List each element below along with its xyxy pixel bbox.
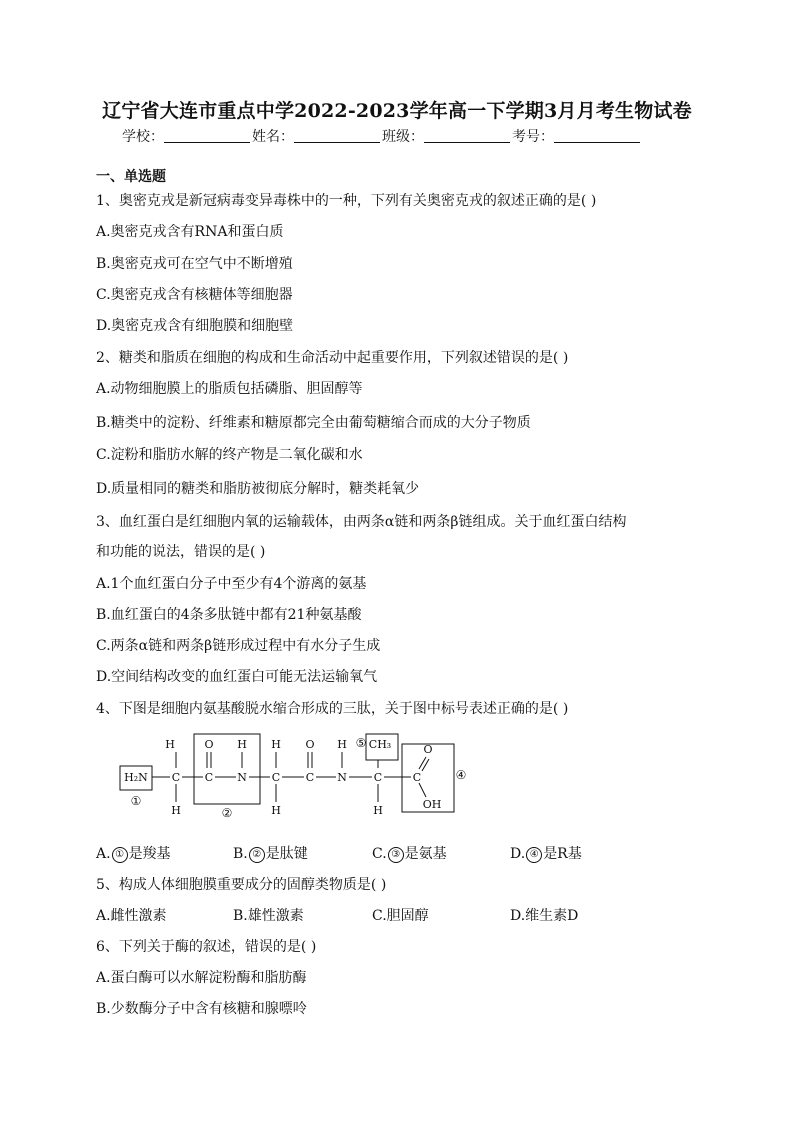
c-atom: C (204, 771, 214, 784)
h-atom: H (237, 738, 247, 751)
class-label: 班级： (382, 129, 424, 145)
question-1-option-d[interactable]: D.奥密克戎含有细胞膜和细胞壁 (96, 318, 294, 334)
question-5-option-b[interactable]: B.雄性激素 (233, 908, 304, 924)
question-3-stem-cont: 和功能的说法，错误的是( ) (96, 544, 266, 560)
question-3-option-c[interactable]: C.两条α链和两条β链形成过程中有水分子生成 (96, 638, 381, 654)
option-a-number: ① (112, 847, 128, 863)
question-1-option-c[interactable]: C.奥密克戎含有核糖体等细胞器 (96, 287, 293, 303)
h-atom: H (171, 804, 181, 817)
c-atom: C (305, 771, 315, 784)
option-a-prefix: A. (96, 846, 111, 862)
question-4-option-b[interactable] (233, 843, 308, 863)
question-5-option-d[interactable]: D.维生素D (510, 908, 579, 924)
name-blank[interactable] (294, 128, 380, 143)
label-5: ⑤ (355, 736, 367, 750)
label-1: ① (130, 794, 142, 808)
question-2-option-c[interactable]: C.淀粉和脂肪水解的终产物是二氧化碳和水 (96, 447, 363, 463)
question-3-option-d[interactable]: D.空间结构改变的血红蛋白可能无法运输氧气 (96, 669, 378, 685)
option-d-number: ④ (526, 847, 542, 863)
option-d-text: 是R基 (543, 846, 582, 862)
question-6-option-b[interactable]: B.少数酶分子中含有核糖和腺嘌呤 (96, 1001, 307, 1017)
question-2-option-a[interactable]: A.动物细胞膜上的脂质包括磷脂、胆固醇等 (96, 381, 363, 397)
question-3-option-a[interactable]: A.1个血红蛋白分子中至少有4个游离的氨基 (96, 576, 367, 592)
question-2-option-d[interactable]: D.质量相同的糖类和脂肪被彻底分解时，糖类耗氧少 (96, 481, 420, 497)
option-b-number: ② (249, 847, 265, 863)
ch3-group: CH₃ (368, 738, 392, 751)
section-title: 一、单选题 (96, 169, 166, 185)
question-6-stem: 6、下列关于酶的叙述，错误的是( ) (96, 939, 317, 955)
question-4-option-c[interactable] (372, 843, 447, 863)
n-atom: N (337, 771, 347, 784)
c-atom: C (373, 771, 383, 784)
h-atom: H (373, 804, 383, 817)
o-atom: O (204, 738, 214, 751)
option-a-text: 是羧基 (128, 846, 171, 862)
c-atom: C (412, 771, 422, 784)
label-4: ④ (455, 768, 467, 782)
question-5-option-a[interactable]: A.雌性激素 (96, 908, 167, 924)
question-1-option-a[interactable]: A.奥密克戎含有RNA和蛋白质 (96, 224, 284, 240)
h-atom: H (271, 738, 281, 751)
student-info-line (122, 126, 640, 146)
question-5-option-c[interactable]: C.胆固醇 (372, 908, 429, 924)
o-atom: O (423, 743, 433, 756)
tripeptide-diagram (110, 728, 490, 828)
nh2-group: H₂N (124, 771, 148, 784)
question-4-stem: 4、下图是细胞内氨基酸脱水缩合形成的三肽，关于图中标号表述正确的是( ) (96, 701, 569, 717)
question-3-option-b[interactable]: B.血红蛋白的4条多肽链中都有21种氨基酸 (96, 607, 362, 623)
question-5-stem: 5、构成人体细胞膜重要成分的固醇类物质是( ) (96, 877, 387, 893)
school-blank[interactable] (164, 128, 250, 143)
question-2-option-b[interactable]: B.糖类中的淀粉、纤维素和糖原都完全由葡萄糖缩合而成的大分子物质 (96, 415, 531, 431)
h-atom: H (271, 804, 281, 817)
c-atom: C (171, 771, 181, 784)
option-c-number: ③ (388, 847, 404, 863)
option-b-text: 是肽键 (265, 846, 308, 862)
question-3-stem: 3、血红蛋白是红细胞内氧的运输载体，由两条α链和两条β链组成。关于血红蛋白结构 (96, 514, 627, 530)
school-label: 学校： (122, 129, 164, 145)
label-2: ② (221, 806, 233, 820)
c-atom: C (271, 771, 281, 784)
o-atom: O (305, 738, 315, 751)
option-b-prefix: B. (233, 846, 248, 862)
question-2-stem: 2、糖类和脂质在细胞的构成和生命活动中起重要作用，下列叙述错误的是( ) (96, 350, 569, 366)
class-blank[interactable] (424, 128, 510, 143)
question-1-option-b[interactable]: B.奥密克戎可在空气中不断增殖 (96, 256, 293, 272)
question-4-option-d[interactable] (510, 843, 582, 863)
number-blank[interactable] (554, 128, 640, 143)
number-label: 考号： (512, 129, 554, 145)
page-title: 辽宁省大连市重点中学2022-2023学年高一下学期3月月考生物试卷 (102, 100, 692, 122)
oh-group: OH (422, 798, 442, 811)
h-atom: H (337, 738, 347, 751)
option-d-prefix: D. (510, 846, 526, 862)
name-label: 姓名： (252, 129, 294, 145)
question-6-option-a[interactable]: A.蛋白酶可以水解淀粉酶和脂肪酶 (96, 970, 307, 986)
question-4-option-a[interactable] (96, 843, 171, 863)
option-c-text: 是氨基 (404, 846, 447, 862)
h-atom: H (165, 738, 175, 751)
question-1-stem: 1、奥密克戎是新冠病毒变异毒株中的一种，下列有关奥密克戎的叙述正确的是( ) (96, 193, 597, 209)
option-c-prefix: C. (372, 846, 387, 862)
n-atom: N (237, 771, 247, 784)
